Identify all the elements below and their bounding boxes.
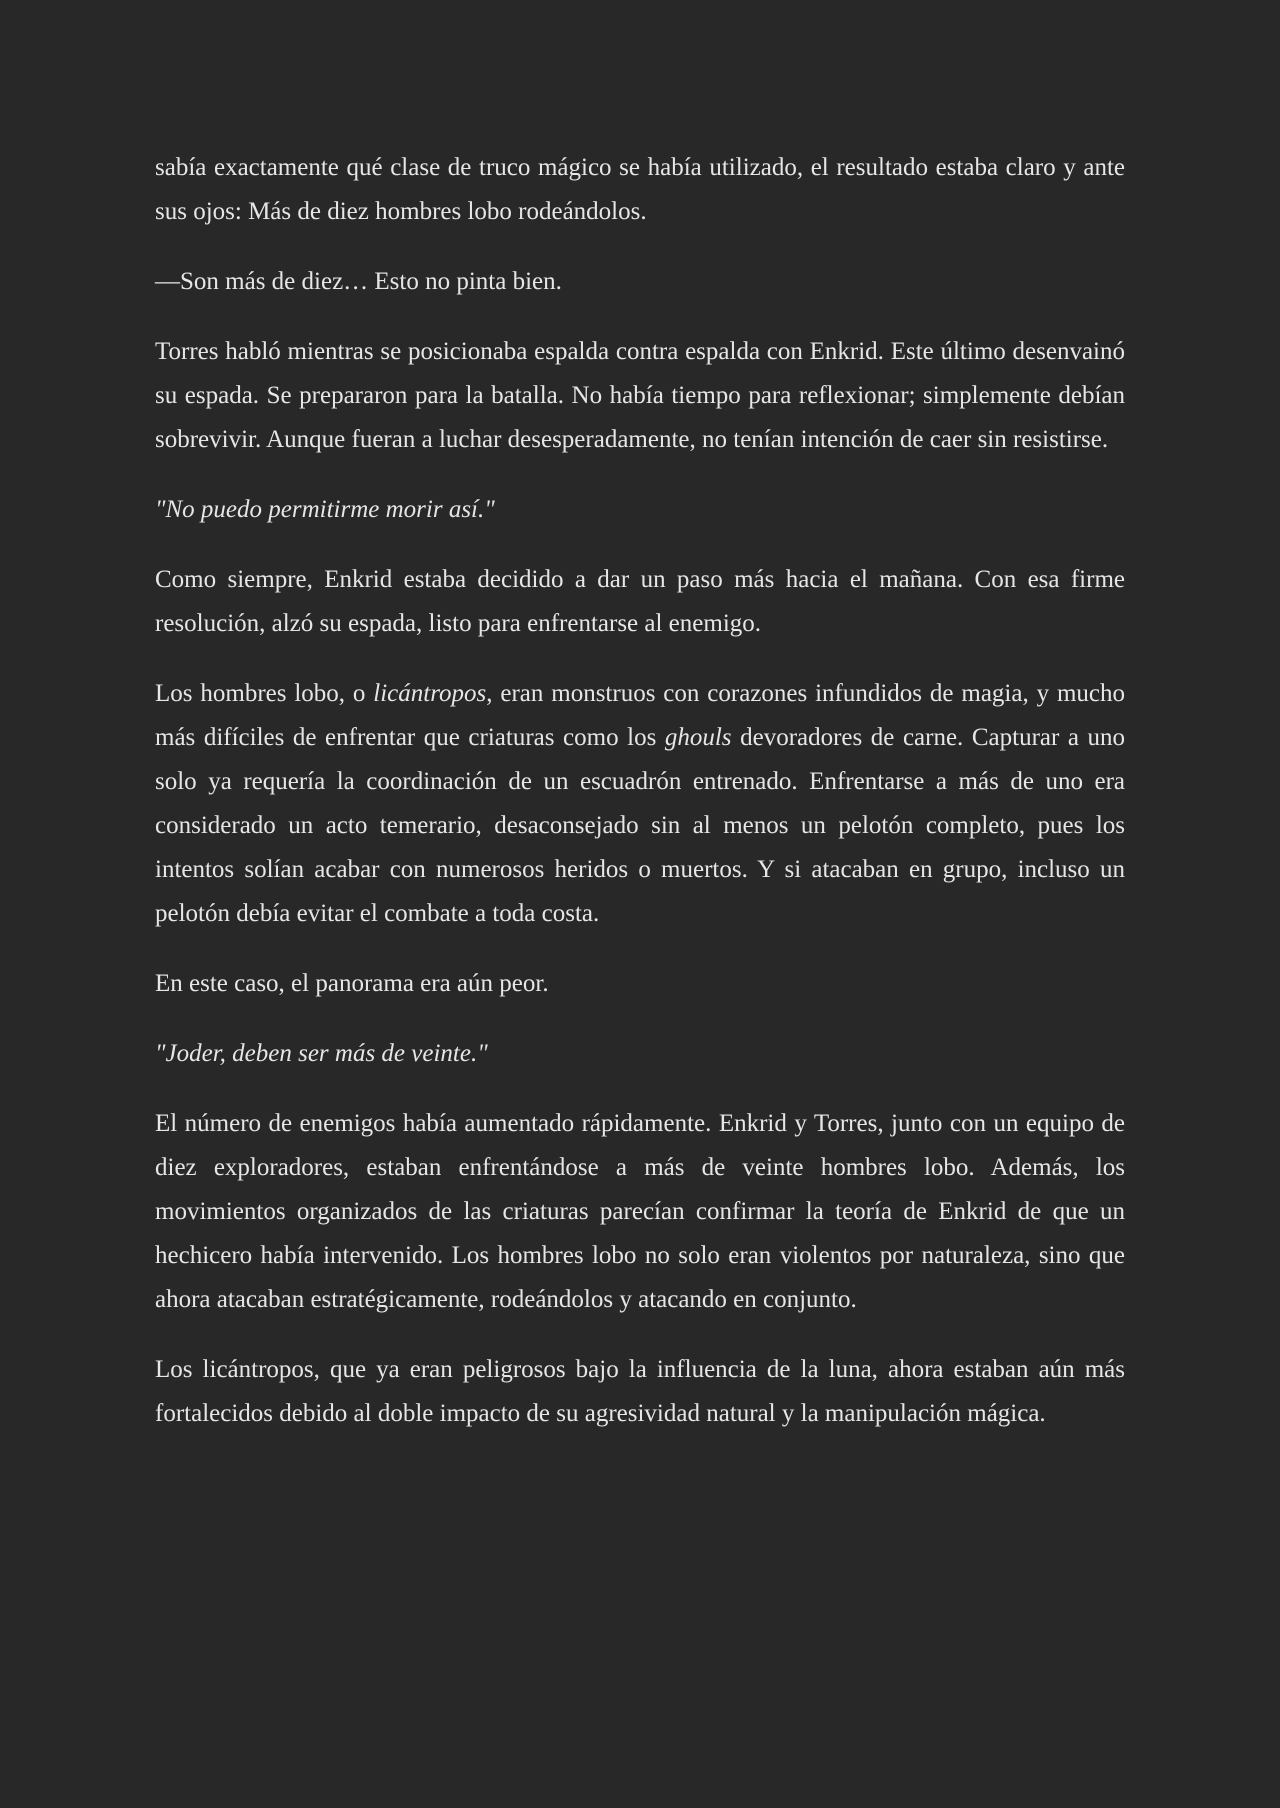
paragraph: sabía exactamente qué clase de truco mágico se había utilizado, el resultado estaba claro y ante sus ojos: Más de diez hombres lobo rodeándolos. xyxy=(155,154,1125,225)
paragraph: Los licántropos, que ya eran peligrosos bajo la influencia de la luna, ahora estaban aún más fortalecidos debido al doble impacto de su agresividad natural y la manipulación mágica. xyxy=(155,1356,1125,1427)
paragraph-text: , eran monstruos con corazones infundidos de magia, y mucho más difíciles de enfrentar que criaturas como los xyxy=(155,680,1125,751)
reader-page xyxy=(155,146,1125,1462)
paragraph: El número de enemigos había aumentado rápidamente. Enkrid y Torres, junto con un equipo de diez exploradores, estaban enfrentándose a más de veinte hombres lobo. Además, los movimientos organizados de las criaturas parecían confirmar la teoría de Enkrid de que un hechicero había intervenido. Los hombres lobo no solo eran violentos por naturaleza, sino que ahora atacaban estratégicamente, rodeándolos y atacando en conjunto. xyxy=(155,1110,1125,1313)
emphasis-term: ghouls xyxy=(664,724,732,751)
paragraph-text: devoradores de carne. Capturar a uno solo ya requería la coordinación de un escuadrón entrenado. Enfrentarse a más de uno era considerado un acto temerario, desaconsejado sin al menos un pelotón completo, pues los intentos solían acabar con numerosos heridos o muertos. Y si atacaban en grupo, incluso un pelotón debía evitar el combate a toda costa. xyxy=(155,724,1126,927)
dialogue-line: —Son más de diez… Esto no pinta bien. xyxy=(155,268,562,295)
paragraph: Torres habló mientras se posicionaba espalda contra espalda con Enkrid. Este último desenvainó su espada. Se prepararon para la batalla. No había tiempo para reflexionar; simplemente debían sobrevivir. Aunque fueran a luchar desesperadamente, no tenían intención de caer sin resistirse. xyxy=(155,338,1125,453)
thought-line: "Joder, deben ser más de veinte." xyxy=(155,1040,488,1067)
emphasis-term: licántropos xyxy=(373,680,487,707)
paragraph: Como siempre, Enkrid estaba decidido a dar un paso más hacia el mañana. Con esa firme resolución, alzó su espada, listo para enfrentarse al enemigo. xyxy=(155,566,1125,637)
paragraph: En este caso, el panorama era aún peor. xyxy=(155,970,549,997)
paragraph xyxy=(155,672,1125,936)
thought-line: "No puedo permitirme morir así." xyxy=(155,496,495,523)
paragraph-text: Los hombres lobo, o xyxy=(155,680,374,707)
